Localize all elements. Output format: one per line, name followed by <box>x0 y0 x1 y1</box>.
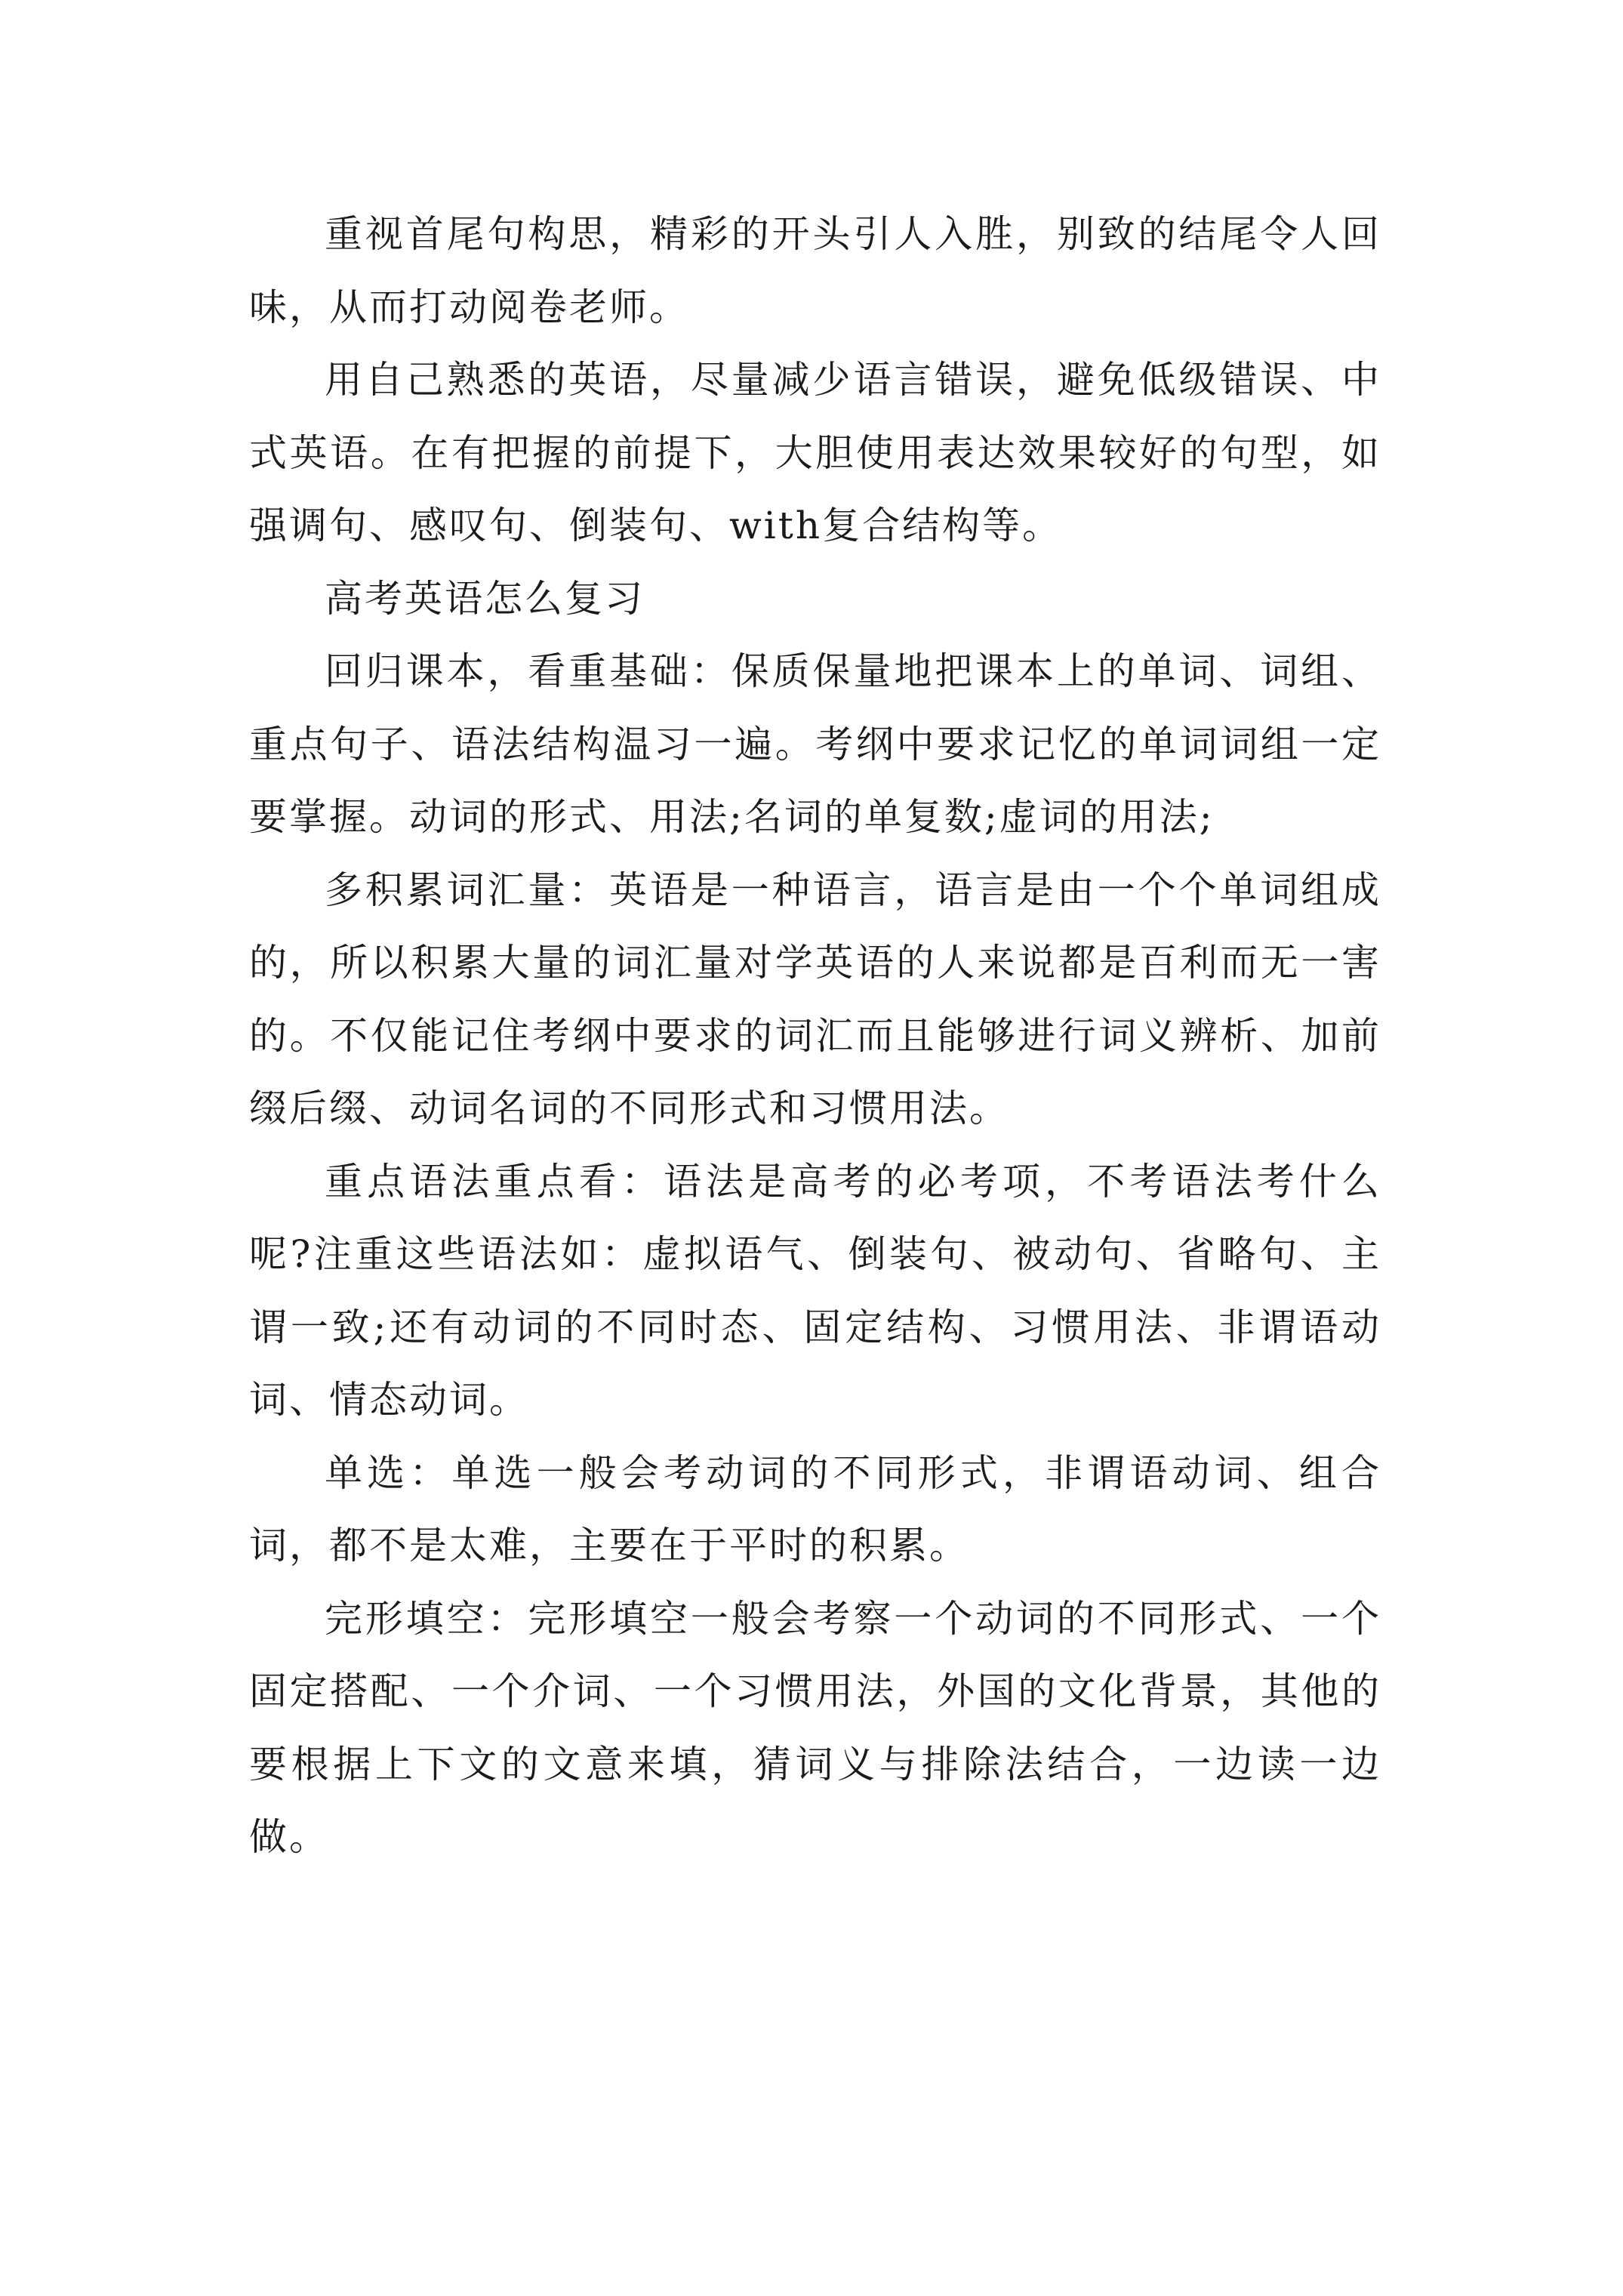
paragraph-vocabulary: 多积累词汇量：英语是一种语言，语言是由一个个单词组成的，所以积累大量的词汇量对学英语的人来说都是百利而无一害的。不仅能记住考纲中要求的词汇而且能够进行词义辨析、加前缀后缀、动词名词的不同形式和习惯用法。 <box>249 868 1381 1130</box>
document-body <box>249 198 1381 1874</box>
paragraph-single-choice: 单选：单选一般会考动词的不同形式，非谓语动词、组合词，都不是太难，主要在于平时的积累。 <box>249 1450 1381 1567</box>
paragraph-grammar: 重点语法重点看：语法是高考的必考项，不考语法考什么呢?注重这些语法如：虚拟语气、倒装句、被动句、省略句、主谓一致;还有动词的不同时态、固定结构、习惯用法、非谓语动词、情态动词。 <box>249 1159 1381 1422</box>
paragraph-opening-closing-sentences: 重视首尾句构思，精彩的开头引人入胜，别致的结尾令人回味，从而打动阅卷老师。 <box>249 212 1381 329</box>
section-heading: 高考英语怎么复习 <box>325 576 645 621</box>
paragraph-textbook-basics: 回归课本，看重基础：保质保量地把课本上的单词、词组、重点句子、语法结构温习一遍。考纲中要求记忆的单词词组一定要掌握。动词的形式、用法;名词的单复数;虚词的用法; <box>249 649 1381 839</box>
paragraph-familiar-english: 用自己熟悉的英语，尽量减少语言错误，避免低级错误、中式英语。在有把握的前提下，大胆使用表达效果较好的句型，如强调句、感叹句、倒装句、with复合结构等。 <box>249 358 1381 547</box>
paragraph-cloze: 完形填空：完形填空一般会考察一个动词的不同形式、一个固定搭配、一个介词、一个习惯用法，外国的文化背景，其他的要根据上下文的文意来填，猜词义与排除法结合，一边读一边做。 <box>249 1596 1381 1859</box>
